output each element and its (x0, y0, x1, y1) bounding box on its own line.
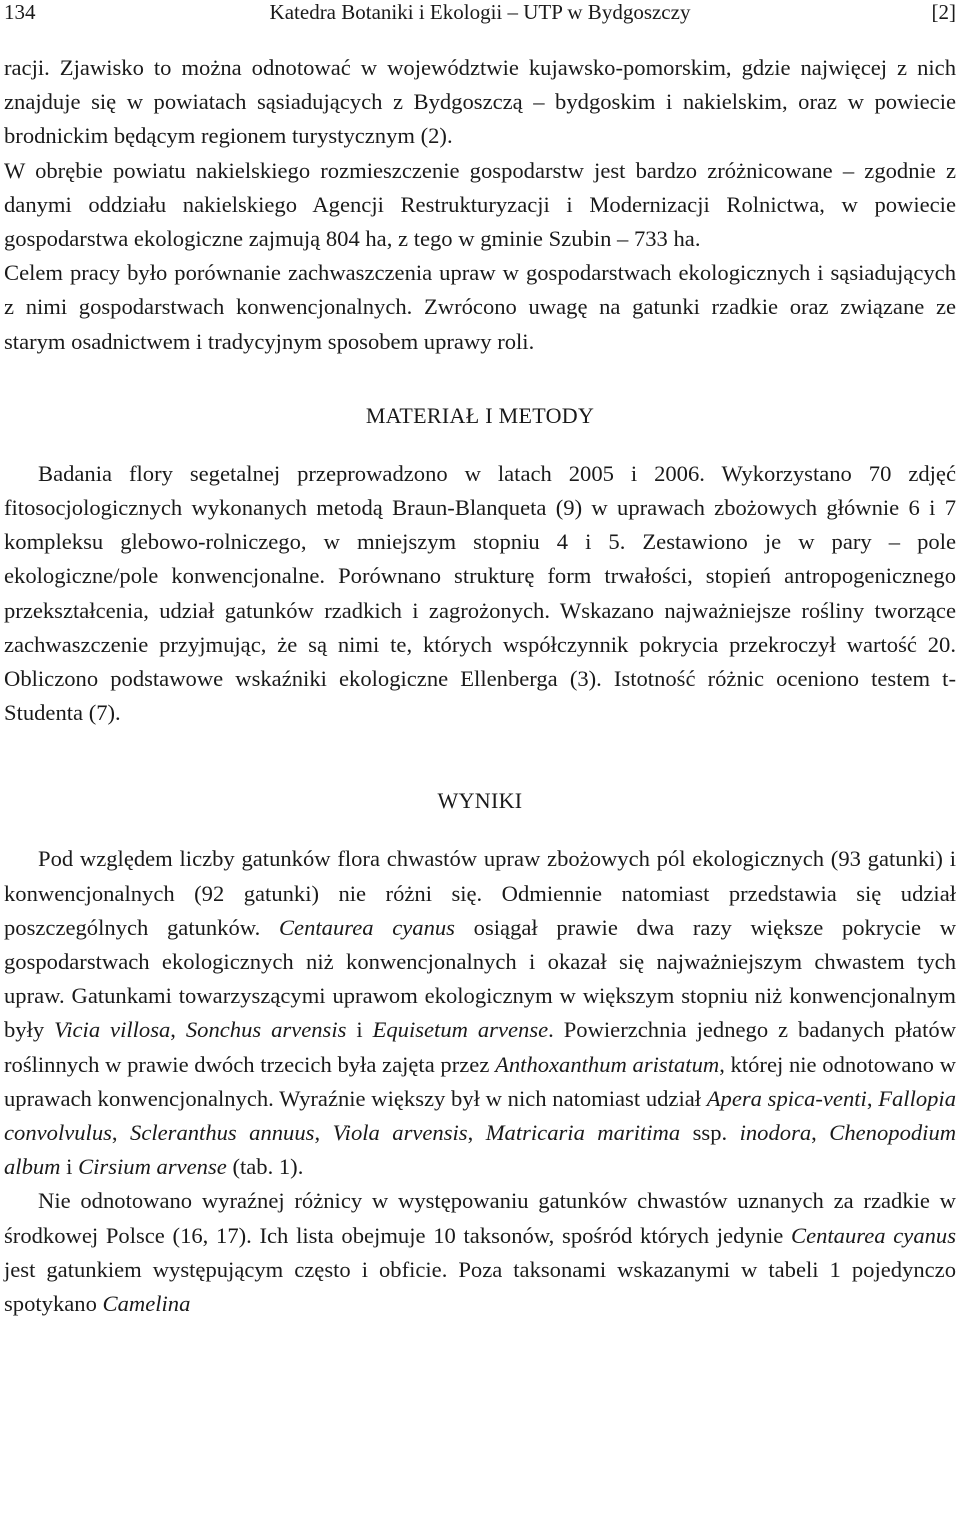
methods-paragraph: Badania flory segetalnej przeprowadzono w latach 2005 i 2006. Wykorzystano 70 zdjęć fitosocjologicznych wykonanych metodą Braun-Blanqueta (9) w uprawach zbożowych głównie 6 i 7 kompleksu glebowo-rolniczego, w mniejszym stopniu 4 i 5. Zestawiono je w pary – pole ekologiczne/pole konwencjonalne. Porównano strukturę form trwałości, stopień antropogenicznego przekształcenia, udział gatunków rzadkich i zagrożonych. Wskazano najważniejsze rośliny tworzące zachwaszczenie przyjmując, że są nimi te, których współczynnik pokrycia przekroczył wartość 20. Obliczono podstawowe wskaźniki ekologiczne Ellenberga (3). Istotność różnic oceniono testem t-Studenta (7). (4, 460, 956, 726)
document-body (4, 51, 956, 1321)
section-heading-results: WYNIKI (437, 788, 523, 814)
species-name: Sonchus arvensis (185, 1017, 347, 1043)
intro-paragraph-2: W obrębie powiatu nakielskiego rozmieszczenie gospodarstw jest bardzo zróżnicowane – zgodnie z danymi oddziału nakielskiego Agencji Restrukturyzacji i Modernizacji Rolnictwa, w powiecie gospodarstwa ekologiczne zajmują 804 ha, z tego w gminie Szubin – 733 ha. (4, 157, 956, 252)
species-name: Cirsium arvense (78, 1154, 227, 1180)
species-name: inodora (739, 1120, 812, 1146)
intro-paragraph-1: racji. Zjawisko to można odnotować w województwie kujawsko-pomorskim, gdzie najwięcej z nich znajduje się w powiatach sąsiadujących z Bydgoszczą – bydgoskim i nakielskim, oraz w powiecie brodnickim będącym regionem turystycznym (2). (4, 55, 956, 149)
species-name: Scleranthus annuus (130, 1120, 315, 1146)
species-name: Centaurea cyanus (791, 1222, 956, 1248)
section-heading-methods: MATERIAŁ I METODY (365, 402, 595, 428)
species-name: Equisetum arvense (372, 1017, 549, 1043)
species-name: Matricaria maritima (485, 1120, 681, 1146)
species-name: Centaurea cyanus (278, 914, 455, 940)
species-name: Chenopodium album (4, 1120, 957, 1180)
header-ref: [2] (931, 0, 956, 24)
species-name: Apera spica-venti (706, 1085, 867, 1111)
species-name: Vicia villosa (54, 1017, 171, 1043)
intro-paragraph-3: Celem pracy było porównanie zachwaszczenia upraw w gospodarstwach ekologicznych i sąsiadujących z nimi gospodarstwach konwencjonalnych. Zwrócono uwagę na gatunki rzadkie oraz związane ze starym osadnictwem i tradycyjnym sposobem uprawy roli. (4, 260, 956, 354)
species-name: Anthoxanthum aristatum (495, 1051, 720, 1077)
species-name: Viola arvensis (332, 1120, 468, 1146)
species-name: Camelina (102, 1291, 191, 1317)
results-paragraph-1: Pod względem liczby gatunków flora chwastów upraw zbożowych pól ekologicznych (93 gatunki) i konwencjonalnych (92 gatunki) nie różni się. Odmiennie natomiast przedstawia się udział poszczególnych gatunków. Centaurea cyanus osiągał prawie dwa razy większe pokrycie w gospodarstwach ekologicznych niż konwencjonalnych i okazał się najważniejszym chwastem tych upraw. Gatunkami towarzyszącymi uprawom ekologicznym w większym stopniu niż konwencjonalnym były Vicia villosa, Sonchus arvensis i Equisetum arvense. Powierzchnia jednego z badanych płatów roślinnych w prawie dwóch trzecich była zajęta przez Anthoxanthum aristatum, której nie odnotowano w uprawach konwencjonalnych. Wyraźnie większy był w nich natomiast udział Apera spica-venti, Fallopia convolvulus, Scleranthus annuus, Viola arvensis, Matricaria maritima ssp. inodora, Chenopodium album i Cirsium arvense (tab. 1). (4, 846, 957, 1180)
results-paragraph-2: Nie odnotowano wyraźnej różnicy w występowaniu gatunków chwastów uznanych za rzadkie w środkowej Polsce (16, 17). Ich lista obejmuje 10 taksonów, spośród których jedynie Centaurea cyanus jest gatunkiem występującym często i obficie. Poza taksonami wskazanymi w tabeli 1 pojedynczo spotykano Camelina (4, 1188, 956, 1317)
running-header (4, 0, 956, 24)
page-number: 134 (4, 0, 36, 24)
species-name: Fallopia convolvulus (4, 1085, 957, 1146)
header-title: Katedra Botaniki i Ekologii – UTP w Bydgoszczy (269, 0, 691, 24)
